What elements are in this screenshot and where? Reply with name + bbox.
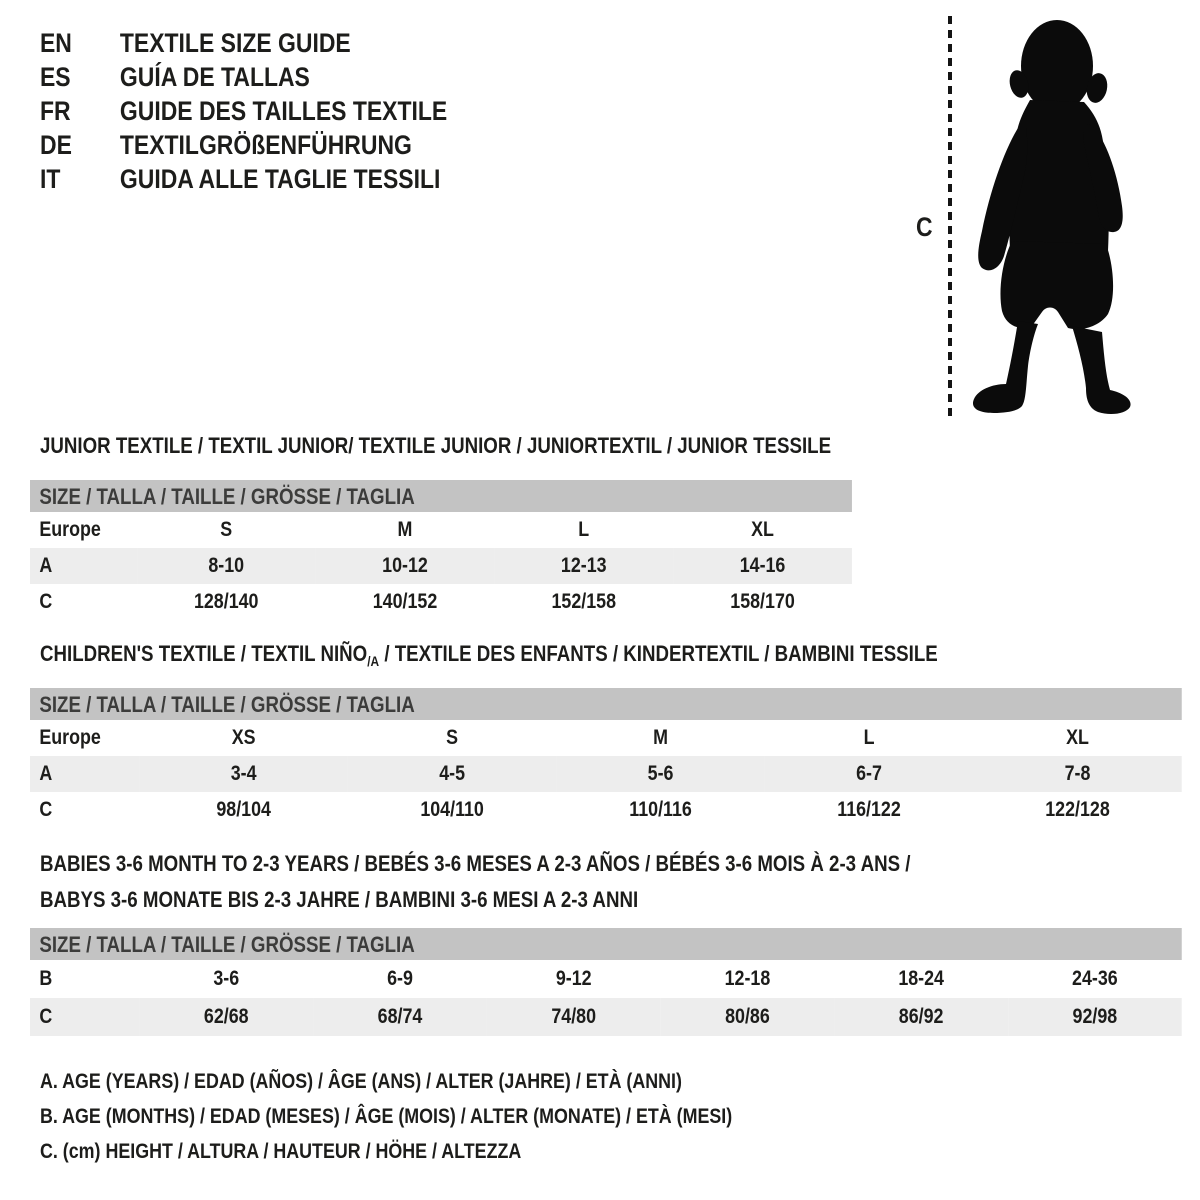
babies-size-table bbox=[30, 928, 1182, 1036]
table-cell: 4-5 bbox=[439, 762, 466, 785]
table-cell: 128/140 bbox=[193, 590, 259, 613]
language-row-en bbox=[40, 26, 447, 60]
row-label: Europe bbox=[39, 726, 101, 749]
table-cell: 10-12 bbox=[382, 554, 428, 577]
guide-title: TEXTILE SIZE GUIDE bbox=[119, 28, 351, 58]
junior-size-table bbox=[30, 480, 852, 620]
table-cell: 9-12 bbox=[555, 967, 592, 990]
language-code: ES bbox=[40, 62, 71, 92]
size-header-bar: SIZE / TALLA / TAILLE / GRÖSSE / TAGLIA bbox=[30, 928, 1182, 960]
table-cell: 18-24 bbox=[898, 967, 944, 990]
table-cell: 3-6 bbox=[213, 967, 240, 990]
height-measure-dashed-line bbox=[948, 16, 952, 416]
toddler-silhouette-icon bbox=[960, 14, 1140, 418]
table-cell: 12-18 bbox=[724, 967, 771, 990]
table-row bbox=[30, 584, 852, 620]
language-row-de bbox=[40, 128, 447, 162]
table-cell: 92/98 bbox=[1072, 1005, 1118, 1028]
junior-section-title: JUNIOR TEXTILE / TEXTIL JUNIOR/ TEXTILE JUNIOR / JUNIORTEXTIL / JUNIOR TESSILE bbox=[40, 433, 832, 458]
language-row-it bbox=[40, 162, 447, 196]
legend-line-b: B. AGE (MONTHS) / EDAD (MESES) / ÂGE (MOIS) / ALTER (MONATE) / ETÀ (MESI) bbox=[40, 1105, 733, 1128]
row-label: A bbox=[39, 554, 53, 577]
table-cell: 98/104 bbox=[216, 798, 271, 821]
language-code: EN bbox=[40, 28, 72, 58]
table-cell: 110/116 bbox=[629, 798, 692, 821]
table-cell: 6-9 bbox=[387, 967, 413, 990]
table-row bbox=[30, 720, 1182, 756]
children-title-subscript: /A bbox=[367, 653, 380, 669]
size-header-bar: SIZE / TALLA / TAILLE / GRÖSSE / TAGLIA bbox=[30, 480, 852, 512]
table-cell: M bbox=[653, 726, 669, 749]
table-cell: 152/158 bbox=[551, 590, 617, 613]
language-code: DE bbox=[40, 130, 72, 160]
guide-title: GUIDE DES TAILLES TEXTILE bbox=[119, 96, 448, 126]
height-measure-label: C bbox=[916, 212, 933, 242]
table-cell: S bbox=[220, 518, 233, 541]
children-size-table bbox=[30, 688, 1182, 828]
row-label: C bbox=[39, 1005, 53, 1028]
table-cell: 3-4 bbox=[230, 762, 257, 785]
measurement-legend bbox=[40, 1064, 732, 1169]
table-cell: 122/128 bbox=[1045, 798, 1110, 821]
table-cell: XL bbox=[751, 518, 774, 541]
babies-section-title bbox=[40, 846, 910, 918]
table-row bbox=[30, 512, 852, 548]
size-header-bar: SIZE / TALLA / TAILLE / GRÖSSE / TAGLIA bbox=[30, 688, 1182, 720]
table-cell: 5-6 bbox=[647, 762, 674, 785]
table-cell: L bbox=[863, 726, 875, 749]
table-cell: 14-16 bbox=[739, 554, 786, 577]
guide-title: GUÍA DE TALLAS bbox=[119, 62, 310, 92]
table-cell: 80/86 bbox=[725, 1005, 770, 1028]
babies-title-line2: BABYS 3-6 MONATE BIS 2-3 JAHRE / BAMBINI 3-6 MESI A 2-3 ANNI bbox=[40, 887, 639, 912]
table-row bbox=[30, 792, 1182, 828]
row-label: A bbox=[39, 762, 53, 785]
table-cell: S bbox=[446, 726, 459, 749]
table-cell: XL bbox=[1066, 726, 1089, 749]
table-cell: 7-8 bbox=[1064, 762, 1091, 785]
table-cell: 68/74 bbox=[377, 1005, 423, 1028]
table-cell: 12-13 bbox=[560, 554, 607, 577]
table-cell: L bbox=[578, 518, 590, 541]
language-code: FR bbox=[40, 96, 71, 126]
table-cell: 140/152 bbox=[372, 590, 438, 613]
table-row bbox=[30, 998, 1182, 1036]
legend-line-c: C. (cm) HEIGHT / ALTURA / HAUTEUR / HÖHE / ALTEZZA bbox=[40, 1140, 522, 1163]
row-label: C bbox=[39, 590, 53, 613]
guide-title: GUIDA ALLE TAGLIE TESSILI bbox=[119, 164, 441, 194]
table-cell: 8-10 bbox=[208, 554, 245, 577]
children-title-text: / TEXTILE DES ENFANTS / KINDERTEXTIL / BAMBINI TESSILE bbox=[379, 641, 938, 666]
row-label: Europe bbox=[39, 518, 101, 541]
language-code: IT bbox=[40, 164, 61, 194]
table-cell: 62/68 bbox=[203, 1005, 249, 1028]
table-cell: 104/110 bbox=[420, 798, 484, 821]
language-row-fr bbox=[40, 94, 447, 128]
row-label: B bbox=[39, 967, 53, 990]
row-label: C bbox=[39, 798, 53, 821]
children-title-text: CHILDREN'S TEXTILE / TEXTIL NIÑO bbox=[40, 641, 368, 666]
table-row bbox=[30, 548, 852, 584]
language-title-list bbox=[40, 26, 447, 196]
table-cell: 74/80 bbox=[551, 1005, 597, 1028]
table-row bbox=[30, 756, 1182, 792]
table-cell: 6-7 bbox=[856, 762, 882, 785]
table-cell: 24-36 bbox=[1072, 967, 1118, 990]
children-section-title bbox=[40, 641, 938, 674]
legend-line-a: A. AGE (YEARS) / EDAD (AÑOS) / ÂGE (ANS) / ALTER (JAHRE) / ETÀ (ANNI) bbox=[40, 1070, 682, 1093]
table-cell: 158/170 bbox=[730, 590, 795, 613]
table-cell: XS bbox=[231, 726, 256, 749]
table-cell: 116/122 bbox=[837, 798, 901, 821]
babies-title-line1: BABIES 3-6 MONTH TO 2-3 YEARS / BEBÉS 3-6 MESES A 2-3 AÑOS / BÉBÉS 3-6 MOIS À 2-3 ANS / bbox=[40, 851, 911, 876]
table-cell: M bbox=[397, 518, 413, 541]
language-row-es bbox=[40, 60, 447, 94]
guide-title: TEXTILGRÖßENFÜHRUNG bbox=[119, 130, 412, 160]
table-row bbox=[30, 960, 1182, 998]
table-cell: 86/92 bbox=[898, 1005, 944, 1028]
